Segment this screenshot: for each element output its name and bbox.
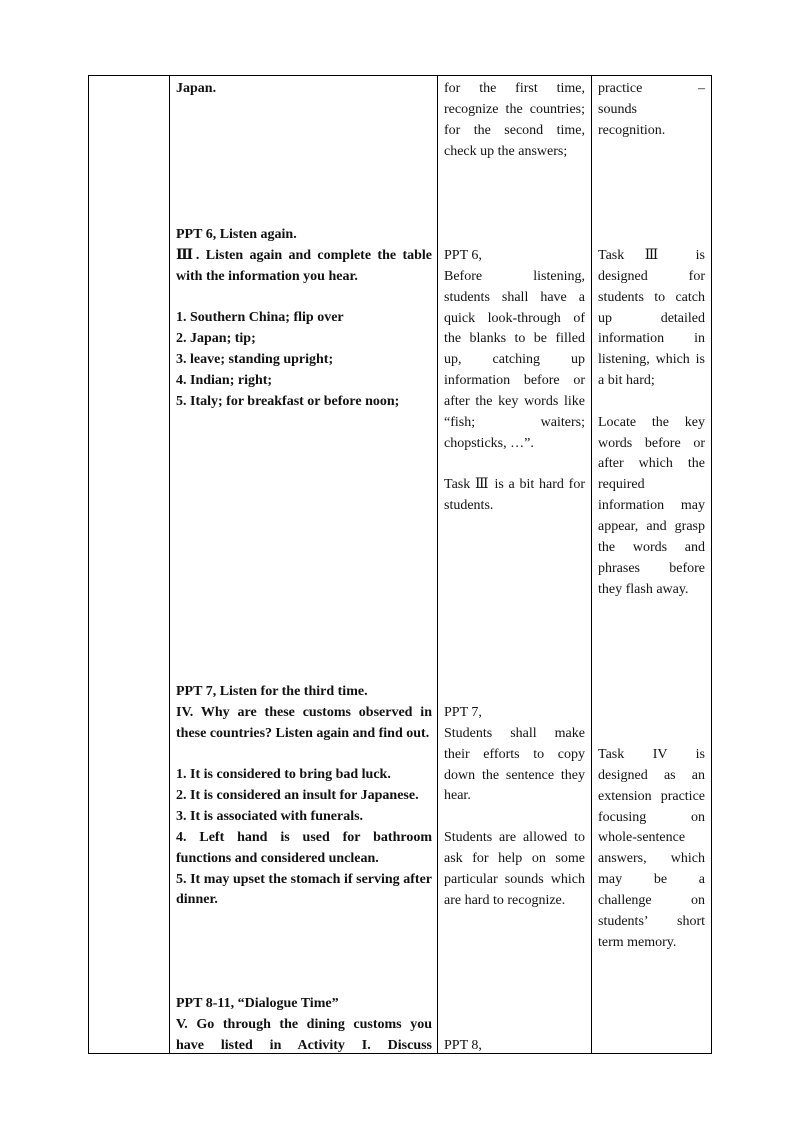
ppt7-label: PPT 7, bbox=[444, 705, 482, 720]
task4-answer-4: 4. Left hand is used for bathroom functions and considered unclean. bbox=[176, 829, 432, 866]
ppt8-title: PPT 8-11, “Dialogue Time” bbox=[176, 996, 339, 1011]
japan-text: Japan. bbox=[176, 81, 217, 96]
task4-answer-2: 2. It is considered an insult for Japanese. bbox=[176, 788, 419, 804]
teacher-activity-column-cell bbox=[438, 76, 592, 1054]
task3-answer-2: 2. Japan; tip; bbox=[176, 331, 256, 347]
ppt6-label: PPT 6, bbox=[444, 248, 482, 263]
ppt7-text: Students shall make their efforts to copy down the sentence they hear. bbox=[444, 725, 585, 804]
teacher-block-ppt8 bbox=[444, 1036, 585, 1057]
task4-answer-5: 5. It may upset the stomach if serving after dinner. bbox=[176, 871, 432, 908]
step-column-cell bbox=[89, 76, 170, 1054]
task3-answer-5: 5. Italy; for breakfast or before noon; bbox=[176, 393, 400, 409]
task4-purpose: Task IV is designed as an extension practice focusing on whole-sentence answers, which may be a challenge on students’ short term memory. bbox=[598, 747, 705, 950]
purpose-dash: – bbox=[698, 81, 705, 96]
purpose-practice: practice bbox=[598, 81, 643, 96]
task5-instruction: V. Go through the dining customs you have listed in Activity I. Discuss bbox=[176, 1016, 432, 1053]
teacher-block-ppt7 bbox=[444, 703, 585, 911]
ppt6-note: Task Ⅲ is a bit hard for students. bbox=[444, 477, 585, 514]
purpose-column-cell bbox=[592, 76, 712, 1054]
purpose-block-task3 bbox=[598, 246, 705, 600]
task3-block bbox=[176, 225, 432, 413]
task3-tip: Locate the key words before or after which the required information may appear, and grasp the words and phrases before they flash away. bbox=[598, 414, 705, 597]
ppt7-note: Students are allowed to ask for help on some particular sounds which are hard to recognize. bbox=[444, 830, 585, 908]
table-row bbox=[89, 76, 712, 1054]
task4-block bbox=[176, 682, 432, 911]
task3-answer-1: 1. Southern China; flip over bbox=[176, 310, 344, 326]
task4-answer-3: 3. It is associated with funerals. bbox=[176, 809, 364, 825]
task3-answer-3: 3. leave; standing upright; bbox=[176, 352, 334, 368]
purpose-block-task4 bbox=[598, 745, 705, 953]
teacher-block-ppt6 bbox=[444, 246, 585, 517]
task5-block bbox=[176, 994, 432, 1057]
task3-answer-4: 4. Indian; right; bbox=[176, 372, 273, 388]
content-column-cell bbox=[170, 76, 438, 1054]
task3-instruction: Ⅲ. Listen again and complete the table with the information you hear. bbox=[176, 247, 432, 284]
japan-text-block bbox=[176, 79, 432, 100]
ppt6-text: Before listening, students shall have a quick look-through of the blanks to be filled up, catching up information before or after the key words like “fish; waiters; chopsticks, …”. bbox=[444, 268, 585, 451]
task4-answer-1: 1. It is considered to bring bad luck. bbox=[176, 767, 391, 783]
lesson-plan-table bbox=[88, 75, 712, 1054]
teacher-text-1: for the first time, recognize the countries; for the second time, check up the answers; bbox=[444, 81, 585, 159]
purpose-block-1 bbox=[598, 79, 705, 142]
ppt6-title: PPT 6, Listen again. bbox=[176, 227, 297, 242]
ppt7-title: PPT 7, Listen for the third time. bbox=[176, 684, 368, 699]
ppt8-label: PPT 8, bbox=[444, 1038, 482, 1053]
task4-instruction: IV. Why are these customs observed in these countries? Listen again and find out. bbox=[176, 704, 432, 741]
task3-purpose: Task Ⅲ is designed for students to catch up detailed information in listening, which is a bit hard; bbox=[598, 248, 705, 389]
purpose-sounds-recognition: sounds recognition. bbox=[598, 101, 666, 138]
teacher-block-1 bbox=[444, 79, 585, 162]
